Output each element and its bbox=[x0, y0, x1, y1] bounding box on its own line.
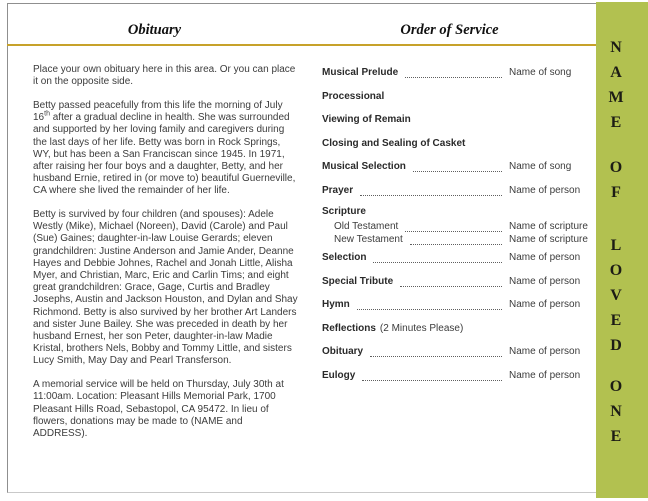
sidebar-letter: O bbox=[609, 378, 623, 395]
service-item-value: Name of scripture bbox=[509, 234, 588, 245]
service-item bbox=[322, 132, 595, 156]
obituary-paragraph: Betty is survived by four children (and spouses): Adele Westly (Mike), Michael (Noreen), David (Carole) and Paul (Sue) Gaines; daughter-in-law Louise Gerards; eleven grandchildren: Justine Anderson and Jamie Ander, Deanne Hayes and Debbie Johnes, Rachel and Jonah Little, Alisha Myer, and Christian, Marc, Eric and Carlin Tims; and eight great grandchildren: Grace, Gage, Curtis and Bradley Josephs, Austin and Jackson Houston, and Dylan and Shay Richmond. Betty is also survived by her brother Art Landers and sister June Bailey. She was preceded in death by her husband Ernest, her son Peter, daughter-in-law Madie Kristal, brothers Nels, Bobby and Tommy Little, and sisters Lucy Smith, May Day and Pearl Transferson. bbox=[33, 209, 298, 367]
service-item bbox=[322, 246, 595, 270]
dotted-leader bbox=[357, 299, 502, 310]
service-item-label: Musical Selection bbox=[322, 161, 406, 173]
service-item-label: Reflections bbox=[322, 322, 376, 334]
service-item-value: Name of person bbox=[509, 369, 581, 381]
service-item-value: Name of person bbox=[509, 275, 581, 287]
service-item bbox=[322, 270, 595, 294]
sidebar-letter: A bbox=[610, 64, 622, 81]
service-item-label: Closing and Sealing of Casket bbox=[322, 137, 466, 149]
obituary-heading: Obituary bbox=[127, 21, 182, 38]
service-item-label: Viewing of Remain bbox=[322, 114, 411, 126]
service-item-label: Musical Prelude bbox=[322, 67, 399, 79]
sidebar-letter: M bbox=[608, 89, 624, 106]
order-of-service-heading: Order of Service bbox=[400, 21, 499, 38]
sidebar-letter: D bbox=[610, 337, 622, 354]
sidebar-word bbox=[610, 233, 622, 358]
service-item bbox=[322, 233, 595, 246]
service-item-value: Name of song bbox=[509, 161, 572, 173]
service-item-value: Name of person bbox=[509, 184, 581, 196]
dotted-leader bbox=[360, 185, 502, 196]
loved-one-name-sidebar bbox=[596, 2, 648, 498]
dotted-leader bbox=[405, 221, 502, 232]
service-item bbox=[322, 293, 595, 317]
sidebar-letter: O bbox=[609, 262, 623, 279]
sidebar-letter: L bbox=[610, 237, 622, 254]
dotted-leader bbox=[400, 276, 502, 287]
sidebar-word bbox=[610, 155, 622, 205]
header-divider-line bbox=[7, 44, 597, 46]
dotted-leader bbox=[362, 370, 502, 381]
service-item-label: Processional bbox=[322, 90, 385, 102]
service-item-value: Name of person bbox=[509, 252, 581, 264]
service-item-value: Name of song bbox=[509, 67, 572, 79]
service-item-label: Obituary bbox=[322, 346, 364, 358]
order-of-service-column bbox=[322, 61, 595, 387]
sidebar-letter: N bbox=[610, 403, 622, 420]
obituary-paragraph: Betty passed peacefully from this life the morning of July 16th after a gradual decline in health. She was surrounded and supported by her loving family and caregivers during the last days of her life. Betty was born in Rock Springs, WY, but has been a San Franciscan since 1945. In 1971, after raising her four boys and a daughter, Betty, and her husband Ernie, retired in (or move to) beautiful Guerneville, CA where she lived the remainder of her life. bbox=[33, 99, 296, 197]
header-row bbox=[7, 18, 597, 42]
dotted-leader bbox=[413, 161, 502, 172]
sidebar-letter: E bbox=[610, 428, 622, 445]
service-item-label: Hymn bbox=[322, 299, 350, 311]
dotted-leader bbox=[405, 67, 502, 78]
service-item bbox=[322, 364, 595, 388]
service-item bbox=[322, 202, 595, 220]
service-item-value: Name of person bbox=[509, 346, 581, 358]
service-item-label: Special Tribute bbox=[322, 275, 394, 287]
service-item bbox=[322, 317, 595, 341]
dotted-leader bbox=[373, 252, 502, 263]
service-item-note: (2 Minutes Please) bbox=[379, 322, 464, 334]
dotted-leader bbox=[370, 346, 502, 357]
service-item-label: Selection bbox=[322, 252, 367, 264]
obituary-text-column bbox=[33, 64, 299, 452]
service-item-label: Prayer bbox=[322, 184, 354, 196]
sidebar-word bbox=[608, 35, 623, 135]
service-item-label: Eulogy bbox=[322, 369, 356, 381]
sidebar-letter: V bbox=[610, 287, 622, 304]
service-item bbox=[322, 220, 595, 233]
sidebar-letter: N bbox=[610, 39, 622, 56]
sidebar-letter: E bbox=[610, 114, 622, 131]
sidebar-letter: F bbox=[611, 184, 621, 201]
service-item-label: Old Testament bbox=[334, 221, 399, 232]
service-item-value: Name of scripture bbox=[509, 221, 588, 232]
service-item-label: New Testament bbox=[334, 234, 403, 245]
service-item bbox=[322, 155, 595, 179]
service-item-label: Scripture bbox=[322, 205, 366, 217]
obituary-paragraph: Place your own obituary here in this area. Or you can place it on the opposite side. bbox=[33, 64, 296, 88]
obituary-paragraph: A memorial service will be held on Thursday, July 30th at 11:00am. Location: Pleasant Hills Memorial Park, 1700 Pleasant Hills Road, Sebastopol, CA 95472. In lieu of flowers, donations may be made to (NAME and ADDRESS). bbox=[33, 379, 284, 439]
sidebar-letter: O bbox=[609, 159, 623, 176]
dotted-leader bbox=[410, 234, 502, 245]
service-item-value: Name of person bbox=[509, 299, 581, 311]
service-item bbox=[322, 85, 595, 109]
service-item bbox=[322, 179, 595, 203]
service-item bbox=[322, 340, 595, 364]
service-item bbox=[322, 108, 595, 132]
sidebar-letter: E bbox=[610, 312, 622, 329]
sidebar-word bbox=[610, 374, 622, 449]
service-item bbox=[322, 61, 595, 85]
